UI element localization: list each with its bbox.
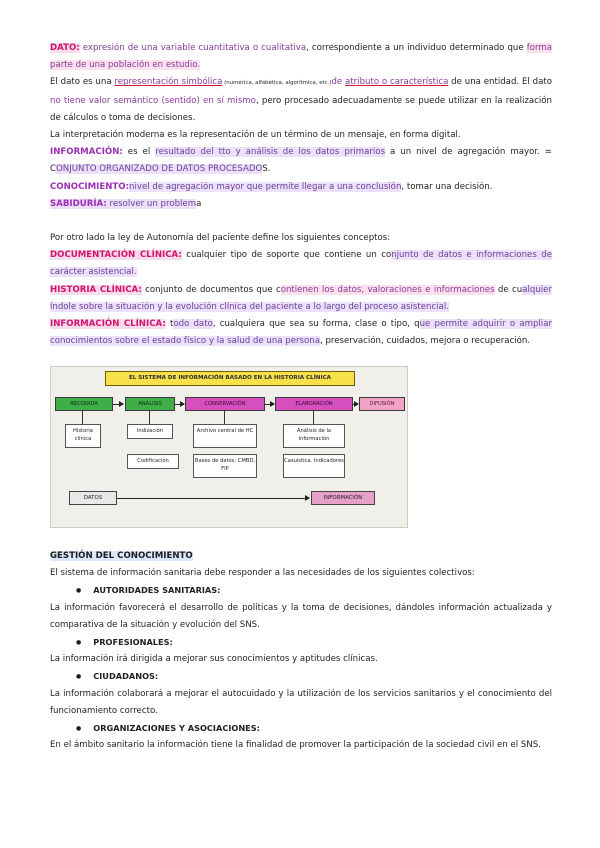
text: conjunto de documentos que c [141,284,281,295]
text: de [331,77,346,88]
text: de cu [494,284,523,295]
dato-definition: expresión de una variable cuantitativa o cualitativa [82,43,307,53]
text: es el [122,147,156,158]
todo-dato: odo dato [173,319,213,330]
box-codificacion: Codificación [127,454,179,469]
bottom-datos: DATOS [69,491,117,505]
stage-recogida: RECOGIDA [55,397,113,411]
text: , preservación, cuidados, mejora o recuperación. [319,336,531,347]
paragraph-dato-representacion [50,74,552,127]
paragraph-documentacion-clinica [50,247,552,281]
term-documentacion-clinica: DOCUMENTACIÓN CLÍNICA: [50,250,182,261]
bottom-line [117,498,307,499]
conjunto-organizado: ONJUNTO ORGANIZADO DE DATOS PROCESADO [56,164,263,175]
paragraph-historia-clinica [50,282,552,316]
sabiduria-definition: resolver un problem [106,198,197,209]
term-conocimiento: CONOCIMIENTO: [50,181,130,192]
informacion-definition: resultado del tto y análisis de los datos primarios [155,147,386,158]
group-organizaciones: ● ORGANIZACIONES Y ASOCIACIONES: [50,720,552,737]
section-intro: El sistema de información sanitaria debe responder a las necesidades de los siguientes colectivos: [50,568,475,579]
stage-difusion: DIFUSIÓN [359,397,405,411]
gestion-conocimiento-section [50,548,552,754]
small-note: (numérica, alfabética, algorítmica, etc.) [222,80,332,87]
text: de una entidad. El dato [448,77,552,88]
term-sabiduria: SABIDURÍA: [50,198,107,209]
connector [82,410,83,424]
dato-rest: , correspondiente a un individuo determinado que [306,43,527,53]
sin-valor-semantico: no tiene valor semántico (sentido) en sí mismo [50,95,256,106]
document-body [50,40,552,350]
arrow [175,404,184,405]
arrow [113,404,123,405]
paragraph-conocimiento [50,179,552,196]
text: , tomar una decisión. [401,181,493,192]
group-profesionales-text: La información irá dirigida a mejorar sus conocimientos y aptitudes clínicas. [50,654,378,665]
group-autoridades: ● AUTORIDADES SANITARIAS: [50,582,552,599]
text: El dato es una [50,77,115,88]
group-ciudadanos: ● CIUDADANOS: [50,668,552,685]
paragraph-informacion [50,144,552,178]
text: S. [262,164,271,175]
arrow [265,404,274,405]
arrow [353,404,358,405]
atributo-caracteristica: atributo o característica [345,77,449,88]
dato-population: forma parte de una población en estudio. [50,43,553,71]
paragraph-informacion-clinica [50,316,552,350]
text: a [196,198,202,209]
box-indizacion: Indización [127,424,173,439]
group-organizaciones-text: En el ámbito sanitario la información tiene la finalidad de promover la participación de la sociedad civil en el SNS. [50,740,541,751]
text: , cualquiera que sea su forma, clase o tipo, q [212,319,420,330]
text: a un nivel de agregación mayor. = C [50,147,552,175]
term-informacion-clinica: INFORMACIÓN CLÍNICA: [50,319,166,330]
sistema-informacion-diagram [50,366,408,528]
arrow [299,498,309,499]
diagram-title: EL SISTEMA DE INFORMACIÓN BASADO EN LA HISTORIA CLÍNICA [105,371,355,386]
paragraph-interpretacion: La interpretación moderna es la representación de un término de un mensaje, en forma digital. [50,130,461,141]
paragraph-sabiduria [50,196,552,213]
historia-indole: alquier índole sobre la situación y la evolución clínica del paciente a lo largo del proceso asistencial. [50,284,552,312]
stage-conservacion: CONSERVACIÓN [185,397,265,411]
text: , pero procesado adecuadamente se puede utilizar en la realización de cálculos o toma de decisiones. [50,95,552,123]
term-informacion: INFORMACIÓN: [50,147,123,158]
stage-analisis: ANÁLISIS [125,397,175,411]
box-historia-clinica: Historia clínica [65,424,101,448]
section-title: GESTIÓN DEL CONOCIMIENTO [50,551,193,561]
box-bases-datos: Bases de datos: CMBD, FIP [193,454,257,478]
conocimiento-definition: nivel de agregación mayor que permite llegar a una conclusión [129,181,402,192]
text: cualquier tipo de soporte que contiene un co [181,250,392,261]
historia-contenidos: ontienen los datos, valoraciones e informaciones [280,284,495,295]
connector [149,410,150,424]
bottom-informacion: INFORMACIÓN [311,491,375,505]
documentacion-definition: njunto de datos e informaciones de carácter asistencial. [50,250,552,278]
box-archivo-central: Archivo central de HC [193,424,257,448]
term-dato: DATO: [50,43,80,53]
group-profesionales: ● PROFESIONALES: [50,634,552,651]
spacer [50,213,552,230]
term-historia-clinica: HISTORIA CLÍNICA: [50,284,142,295]
group-ciudadanos-text: La información colaborará a mejorar el autocuidado y la utilización de los servicios sanitarios y el conocimiento del funcionamiento correcto. [50,688,552,716]
text: t [165,319,174,330]
connector [224,410,225,424]
connector [313,410,314,424]
representacion-simbolica: representación simbólica [114,77,223,88]
stage-elaboracion: ELABORACIÓN [275,397,353,411]
box-analisis-informacion: Análisis de la información [283,424,345,448]
informacion-clinica-definition: ue permite adquirir o ampliar conocimientos sobre el estado físico y la salud de una persona [50,319,552,347]
paragraph-ley-autonomia: Por otro lado la ley de Autonomía del paciente define los siguientes conceptos: [50,233,391,244]
box-casuistica: Casuística. Indicadores [283,454,345,478]
paragraph-dato [50,40,552,74]
group-autoridades-text: La información favorecerá el desarrollo de políticas y la toma de decisiones, dándoles información actualizada y comparativa de la situación y evolución del SNS. [50,602,552,630]
